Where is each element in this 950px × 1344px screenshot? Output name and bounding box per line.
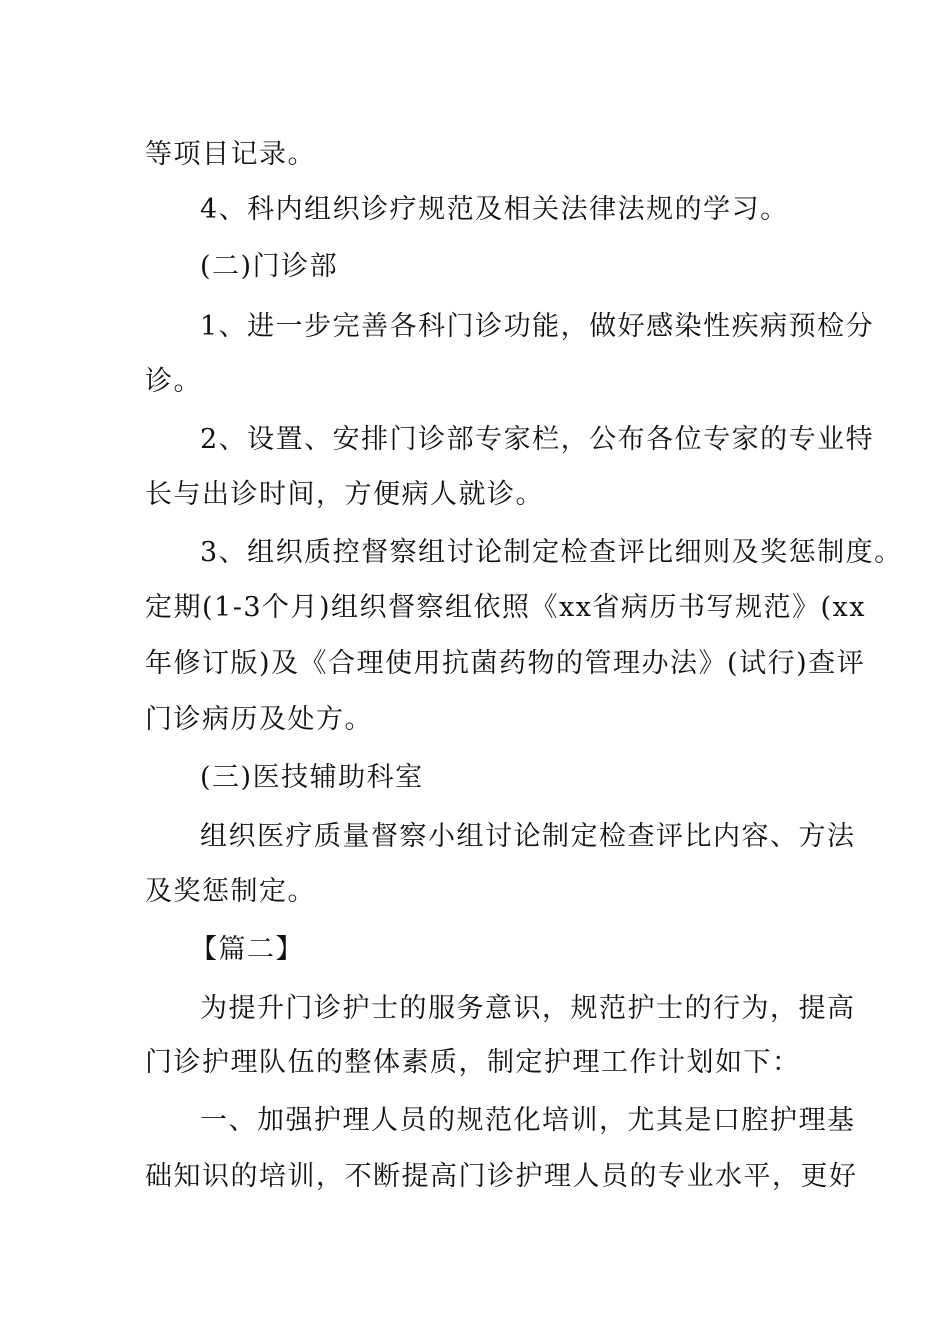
text-line: 为提升门诊护士的服务意识，规范护士的行为，提高 <box>200 993 856 1024</box>
text-line: 3、组织质控督察组讨论制定检查评比细则及奖惩制度。 <box>200 537 903 568</box>
section-heading: (三)医技辅助科室 <box>200 762 424 793</box>
text-line: 长与出诊时间，方便病人就诊。 <box>145 479 544 510</box>
text-line: 及奖惩制定。 <box>145 876 316 907</box>
text-line: 定期(1-3个月)组织督察组依照《xx省病历书写规范》(xx <box>145 592 866 623</box>
text-line: 诊。 <box>145 366 202 397</box>
section-heading: (二)门诊部 <box>200 251 339 282</box>
text-line: 2、设置、安排门诊部专家栏，公布各位专家的专业特 <box>200 424 875 455</box>
text-line: 4、科内组织诊疗规范及相关法律法规的学习。 <box>200 194 789 225</box>
text-line: 1、进一步完善各科门诊功能，做好感染性疾病预检分 <box>200 311 875 342</box>
text-line: 门诊病历及处方。 <box>145 704 373 735</box>
text-line: 础知识的培训，不断提高门诊护理人员的专业水平，更好 <box>145 1161 858 1192</box>
text-line: 一、加强护理人员的规范化培训，尤其是口腔护理基 <box>200 1105 856 1136</box>
text-line: 等项目记录。 <box>145 139 316 170</box>
text-line: 组织医疗质量督察小组讨论制定检查评比内容、方法 <box>200 821 856 852</box>
text-line: 年修订版)及《合理使用抗菌药物的管理办法》(试行)查评 <box>145 648 866 679</box>
text-line: 门诊护理队伍的整体素质，制定护理工作计划如下： <box>145 1047 801 1078</box>
part-heading: 【篇二】 <box>190 934 304 965</box>
